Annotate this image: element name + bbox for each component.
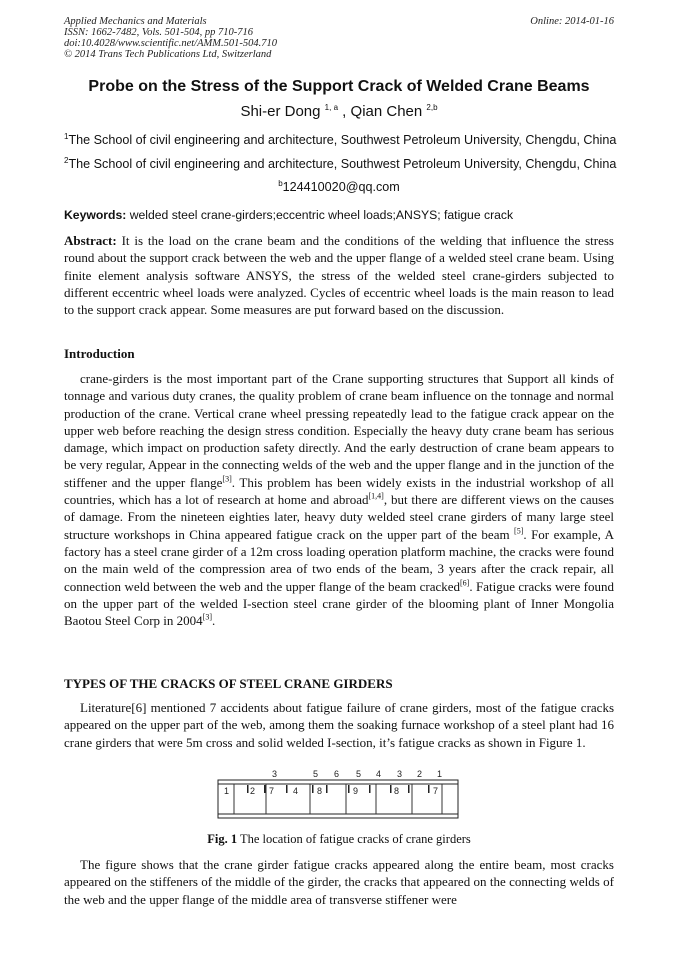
online-date: Online: 2014-01-16	[530, 16, 614, 27]
crack-position-label: 1	[437, 769, 443, 779]
abstract-text: It is the load on the crane beam and the conditions of the welding that influence the stress round about the support crack between the web and the upper flange of a welded steel crane beam. Using finite element analysis software ANSYS, the stress of the welded steel crane-girders subjected to different eccentric wheel loads were analyzed. Cycles of eccentric wheel loads is the main reason to lead to the support crack appear. Some measures are put forward based on the discussion.	[64, 233, 614, 318]
citation-ref: [3]	[222, 474, 232, 484]
figure-caption-label: Fig. 1	[207, 832, 238, 846]
abstract-label: Abstract:	[64, 233, 117, 248]
crack-mark	[286, 785, 288, 793]
author-1: Shi-er Dong	[240, 103, 325, 120]
intro-text-5: . Fatigue cracks were found on the upper part of the welded I-section steel crane girder of the blooming plant of Inner Mongolia Baotou Steel Corp in 2004	[64, 578, 614, 629]
copyright-line: © 2014 Trans Tech Publications Ltd, Switzerland	[64, 49, 272, 60]
crack-type-label: 1	[224, 786, 230, 796]
citation-ref: [6]	[460, 578, 470, 588]
crack-mark	[408, 785, 410, 793]
crack-mark	[369, 785, 371, 793]
affiliation-1-text: The School of civil engineering and architecture, Southwest Petroleum University, Chengdu, China	[68, 133, 617, 147]
affiliation-1-number: 1	[64, 131, 69, 141]
intro-text-4: . For example, A factory has a steel crane girder of a 12m cross loading operation platform machine, the cracks were found on the main weld of the compression area of two ends of the beam, 3 years after the crack repair, all connection weld between the web and the upper flange of the beam cracked	[64, 526, 615, 594]
crack-type-label: 8	[394, 786, 400, 796]
crack-type-label: 8	[317, 786, 323, 796]
crack-position-label: 3	[397, 769, 403, 779]
email-marker: b	[278, 178, 283, 188]
crack-mark	[326, 785, 328, 793]
email-address: 124410020@qq.com	[282, 180, 400, 194]
types-heading: TYPES OF THE CRACKS OF STEEL CRANE GIRDERS	[64, 676, 393, 691]
types-paragraph: Literature[6] mentioned 7 accidents about fatigue failure of crane girders, most of the fatigue cracks appeared on the upper part of the web, among them the soaking furnace workshop of a steel plant had 16 crane girders that were 5m cross and solid welded I-section, it’s fatigue cracks as shown in Figure 1.	[64, 700, 614, 750]
keywords	[64, 208, 513, 222]
journal-name: Applied Mechanics and Materials	[64, 16, 207, 27]
keywords-label: Keywords:	[64, 208, 127, 222]
crack-mark	[390, 785, 392, 793]
author-email	[0, 180, 678, 194]
affiliation-2-text: The School of civil engineering and architecture, Southwest Petroleum University, Chengdu, China	[68, 157, 617, 171]
affiliation-2-number: 2	[64, 155, 69, 165]
crack-mark	[264, 785, 266, 793]
keywords-text: welded steel crane-girders;eccentric wheel loads;ANSYS; fatigue crack	[126, 208, 514, 222]
crack-position-label: 3	[272, 769, 278, 779]
crack-type-label: 9	[353, 786, 359, 796]
issn-line: ISSN: 1662-7482, Vols. 501-504, pp 710-716	[64, 27, 253, 38]
introduction-heading: Introduction	[64, 346, 135, 361]
crack-position-label: 2	[417, 769, 423, 779]
figure-caption-text: The location of fatigue cracks of crane girders	[237, 832, 471, 846]
author-1-affil: 1, a	[324, 103, 339, 112]
abstract	[64, 232, 614, 318]
crack-mark	[312, 785, 314, 793]
author-line	[0, 103, 678, 120]
intro-text-1: crane-girders is the most important part of the Crane supporting structures that Support all kinds of tonnage and various duty cranes, the quality problem of crane beam influence on the tonnage and normal production of the crane. Vertical crane wheel pressing repeatedly lead to the fatigue crack appear on the upper web before reaching the design stress condition. Especially the heavy duty crane beam has serious damage, which impact on production safety directly. And the early destruction of crane beam appears to be very regular, Appear in the connecting welds of the web and the upper flange and in the junction of the stiffener and the upper flange	[64, 371, 614, 490]
citation-ref: [5]	[514, 526, 524, 536]
crack-position-label: 4	[376, 769, 382, 779]
intro-text-2: . This problem has been widely exists in the industrial workshop of all countries, which has a lot of research at home and abroad	[64, 474, 615, 508]
crack-mark	[348, 785, 350, 793]
crack-type-label: 7	[433, 786, 439, 796]
author-2-affil: 2,b	[426, 103, 438, 112]
paper-title: Probe on the Stress of the Support Crack of Welded Crane Beams	[88, 78, 590, 95]
author-separator: ,	[338, 103, 351, 120]
figure-caption	[0, 832, 678, 847]
crane-girder-figure	[216, 768, 460, 824]
crack-type-label: 4	[293, 786, 299, 796]
doi-line: doi:10.4028/www.scientific.net/AMM.501-504.710	[64, 38, 277, 49]
crack-position-label: 5	[313, 769, 319, 779]
crack-mark	[247, 785, 249, 793]
citation-ref: [3]	[202, 612, 212, 622]
intro-text-3: , but there are different views on the causes of damage. From the nineteen eighties later, heavy duty welded steel crane girders of many large steel structure workshops in China appeared fatigue crack on the upper part of the beam	[64, 492, 614, 542]
closing-paragraph: The figure shows that the crane girder fatigue cracks appeared along the entire beam, most cracks appeared on the stiffeners of the middle of the girder, the cracks that appeared on the connecting welds of the web and the upper flange of the middle area of transverse stiffener were	[64, 857, 614, 907]
crack-position-label: 5	[356, 769, 362, 779]
introduction-paragraph	[64, 370, 614, 629]
author-2: Qian Chen	[350, 103, 427, 120]
crack-position-label: 6	[334, 769, 340, 779]
affiliation-2	[64, 157, 616, 171]
crack-mark	[428, 785, 430, 793]
citation-ref: [1,4]	[368, 491, 384, 501]
affiliation-1	[64, 133, 616, 147]
crack-type-label: 2	[250, 786, 256, 796]
crack-type-label: 7	[269, 786, 275, 796]
intro-text-6: .	[212, 613, 216, 629]
